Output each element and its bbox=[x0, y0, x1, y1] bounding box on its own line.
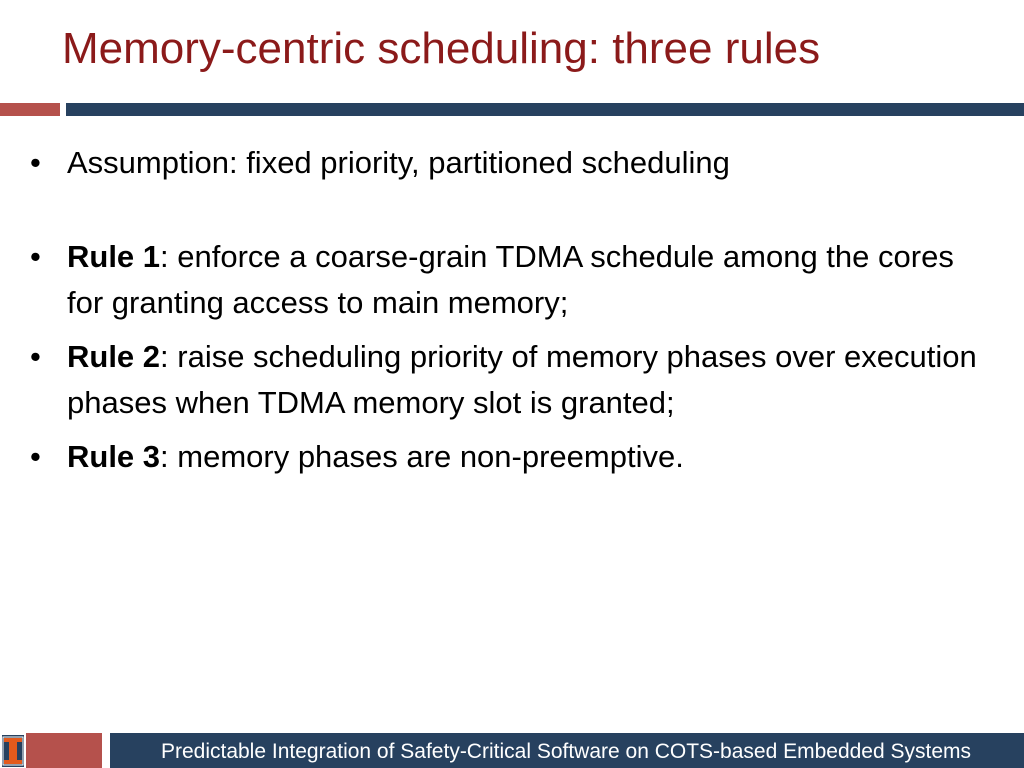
bullet-label: Rule 1 bbox=[67, 239, 161, 274]
bullet-list bbox=[30, 140, 990, 488]
bullet-dot: • bbox=[30, 239, 41, 274]
illinois-i-logo-svg bbox=[2, 735, 24, 767]
slide-title: Memory-centric scheduling: three rules bbox=[62, 24, 821, 73]
bullet-label: Rule 3 bbox=[67, 439, 161, 474]
bullet-text: : raise scheduling priority of memory phases over execution phases when TDMA memory slot is granted; bbox=[67, 339, 977, 420]
footer-text: Predictable Integration of Safety-Critical Software on COTS-based Embedded Systems bbox=[160, 740, 972, 763]
bullet-text: : enforce a coarse-grain TDMA schedule among the cores for granting access to main memory; bbox=[67, 239, 954, 320]
bullet-dot: • bbox=[30, 339, 41, 374]
bullet-rule-1 bbox=[30, 234, 990, 326]
bullet-text: Assumption: fixed priority, partitioned scheduling bbox=[67, 145, 730, 180]
bullet-rule-2 bbox=[30, 334, 990, 426]
footer-accent-red bbox=[26, 733, 102, 768]
bullet-assumption bbox=[30, 140, 990, 186]
title-divider-red bbox=[0, 103, 60, 116]
bullet-dot: • bbox=[30, 439, 41, 474]
bullet-text: : memory phases are non-preemptive. bbox=[160, 439, 684, 474]
bullet-rule-3 bbox=[30, 434, 990, 480]
title-divider-blue bbox=[66, 103, 1024, 116]
bullet-label: Rule 2 bbox=[67, 339, 161, 374]
illinois-i-icon bbox=[0, 733, 24, 768]
bullet-dot: • bbox=[30, 145, 41, 180]
